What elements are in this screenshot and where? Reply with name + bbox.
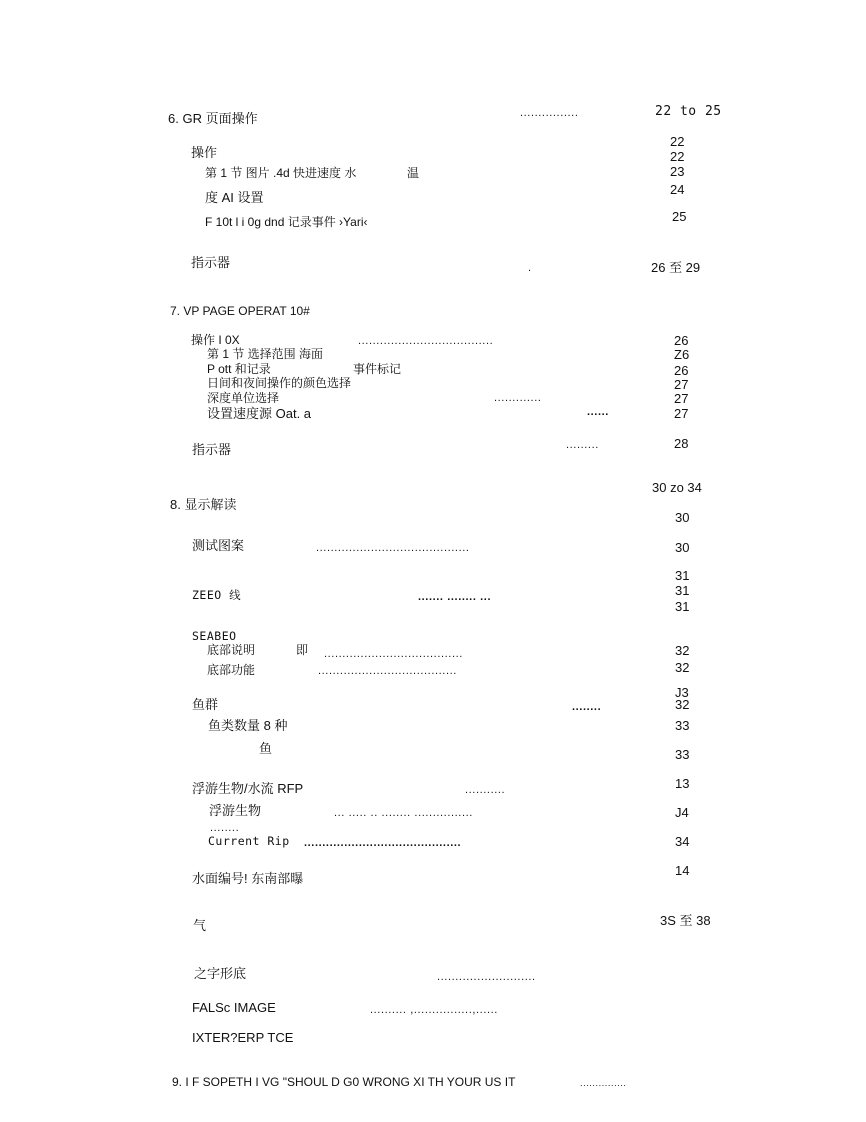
toc-entry: 第 1 节 图片 .4d 快进速度 水 [205,166,357,180]
dot-leader: ...... [587,406,609,418]
page-range: 30 zo 34 [652,480,702,495]
page-number: 13 [675,776,690,791]
toc-entry: 温 [407,166,420,180]
operation-heading: 操作 [191,145,218,160]
toc-entry: 深度单位选择 [207,391,280,405]
dot-leader: ........................... [437,971,536,983]
section-9-title: 9. I F SOPETH I VG "SHOUL D G0 WRONG XI TH YOUR US IT [172,1075,516,1089]
page-number: J4 [675,805,689,820]
page-number: 28 [674,436,689,451]
page-number: 26 [674,333,689,348]
page-number: Z6 [674,347,690,362]
toc-entry: FALSc IMAGE [192,1000,276,1015]
toc-entry: 鱼类数量 8 种 [208,718,288,733]
page-number: 27 [674,406,689,421]
toc-entry: IXTER?ERP TCE [192,1030,294,1045]
section-7-title: 7. VP PAGE OPERAT 10# [170,304,310,318]
page-number: 31 [675,568,690,583]
section-6-dots: ................ [520,107,579,119]
toc-entry: ZEEO 线 [192,588,242,602]
toc-entry: 操作 I 0X [191,333,240,347]
dot-leader: ......... [566,439,599,451]
page-number: 22 [670,134,685,149]
page-number: 30 [675,510,690,525]
toc-entry: 即 [296,643,309,657]
dot-leader: ........ [572,701,602,713]
dot-leader: ...................................... [324,648,463,660]
toc-entry: 设置速度源 Oat. a [207,406,312,421]
indicator-heading: 指示器 [192,442,232,457]
toc-entry: 测试图案 [192,538,245,553]
page-number: 34 [675,834,690,849]
toc-entry: 底部说明 [207,643,256,657]
page-number: 22 [670,149,685,164]
section-8-title: 8. 显示解读 [170,497,237,512]
dot-leader: ..................................... [358,335,494,347]
toc-entry: 浮游生物/水流 RFP [192,781,304,796]
dot-leader: . [528,262,532,274]
page-range: 3S 至 38 [660,913,711,928]
page-number: 30 [675,540,690,555]
toc-entry: 浮游生物 [209,803,262,818]
page-number: 33 [675,718,690,733]
page-number: 26 [674,363,689,378]
page-number: 14 [675,863,690,878]
toc-entry: 事件标记 [353,362,402,376]
page-number: 25 [672,209,687,224]
page-number: 32 [675,697,690,712]
toc-entry: 底部功能 [207,663,256,677]
toc-entry: 水面编号! 东南部曝 [192,871,304,886]
dot-leader: ............. [494,392,542,404]
section-6-range: 22 to 25 [655,104,722,119]
dot-leader: .......................................... [316,542,470,554]
dot-leader: ........................................... [304,837,462,849]
toc-entry: Current Rip [208,834,290,848]
section-6-title: 6. GR 页面操作 [168,111,258,126]
page-number: 32 [675,660,690,675]
toc-entry: 第 1 节 选择范围 海面 [207,347,324,361]
page-range: 26 至 29 [651,260,701,275]
dot-leader: ... ..... .. ........ ................ [334,807,473,819]
toc-entry: 日间和夜间操作的颜色选择 [207,376,352,390]
page-number: 31 [675,599,690,614]
page-number: 23 [670,164,685,179]
dot-leader: ............... [580,1078,627,1088]
toc-entry: 气 [193,918,207,933]
toc-entry: 度 AI 设置 [205,190,264,205]
dot-leader: ...................................... [318,665,457,677]
indicator-heading: 指示器 [191,255,231,270]
toc-entry: 鱼 [259,741,273,756]
page-number: J3 [675,685,689,700]
page-number: 27 [674,391,689,406]
page-number: 32 [675,643,690,658]
dot-leader: ........... [465,784,506,796]
toc-entry: 之字形底 [194,966,247,981]
toc-entry: P ott 和记录 [207,362,271,376]
page-number: 27 [674,377,689,392]
page-number: 24 [670,182,685,197]
dot-leader: ....... ........ ... [418,591,492,603]
page-number: 31 [675,583,690,598]
page-number: 33 [675,747,690,762]
toc-entry: F 10t l i 0g dnd 记录事件 ›Yari‹ [205,215,368,229]
toc-entry: 鱼群 [192,697,219,712]
toc-entry: SEABEO [192,629,237,643]
dot-leader: .......... ,................,...... [370,1004,498,1016]
dot-leader: ........ [210,822,240,834]
